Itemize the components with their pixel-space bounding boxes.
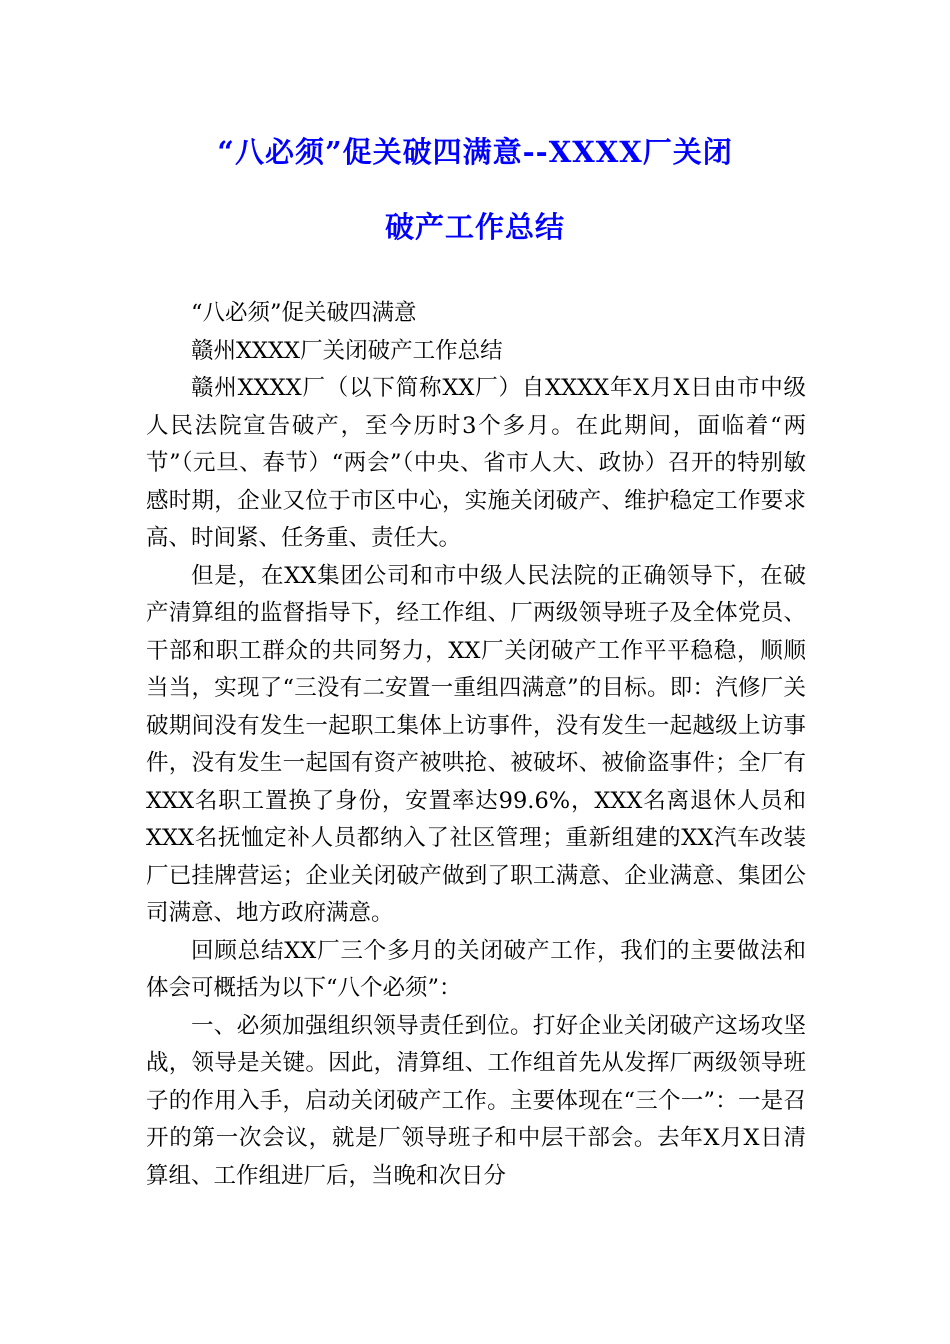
body-paragraph: 一、必须加强组织领导责任到位。打好企业关闭破产这场攻坚战，领导是关键。因此，清算组、工作组首先从发挥厂两级领导班子的作用入手，启动关闭破产工作。主要体现在“三个一”：一是召开的第一次会议，就是厂领导班子和中层干部会。去年X月X日清算组、工作组进厂后，当晚和次日分 — [146, 1012, 806, 1189]
document-title-line-1: “八必须”促关破四满意--XXXX厂关闭 — [217, 135, 733, 169]
subtitle-paragraph: 赣州XXXX厂关闭破产工作总结 — [191, 337, 503, 364]
subtitle-paragraph: “八必须”促关破四满意 — [191, 300, 417, 326]
document-body — [146, 295, 806, 1195]
body-paragraph: 但是，在XX集团公司和市中级人民法院的正确领导下，在破产清算组的监督指导下，经工作组、厂两级领导班子及全体党员、干部和职工群众的共同努力，XX厂关闭破产工作平平稳稳，顺顺当当，实现了“三没有二安置一重组四满意”的目标。即：汽修厂关破期间没有发生一起职工集体上访事件，没有发生一起越级上访事件，没有发生一起国有资产被哄抢、被破坏、被偷盗事件；全厂有XXX名职工置换了身份，安置率达99.6%，XXX名离退休人员和XXX名抚恤定补人员都纳入了社区管理；重新组建的XX汽车改装厂已挂牌营运；企业关闭破产做到了职工满意、企业满意、集团公司满意、地方政府满意。 — [146, 562, 806, 926]
body-paragraph: 赣州XXXX厂（以下简称XX厂）自XXXX年X月X日由市中级人民法院宣告破产，至今历时3个多月。在此期间，面临着“两节”（元旦、春节）“两会”（中央、省市人大、政协）召开的特别敏感时期，企业又位于市区中心，实施关闭破产、维护稳定工作要求高、时间紧、任务重、责任大。 — [146, 375, 806, 551]
body-paragraph: 回顾总结XX厂三个多月的关闭破产工作，我们的主要做法和体会可概括为以下“八个必须”： — [146, 937, 806, 1001]
document-title-line-2: 破产工作总结 — [384, 210, 565, 244]
